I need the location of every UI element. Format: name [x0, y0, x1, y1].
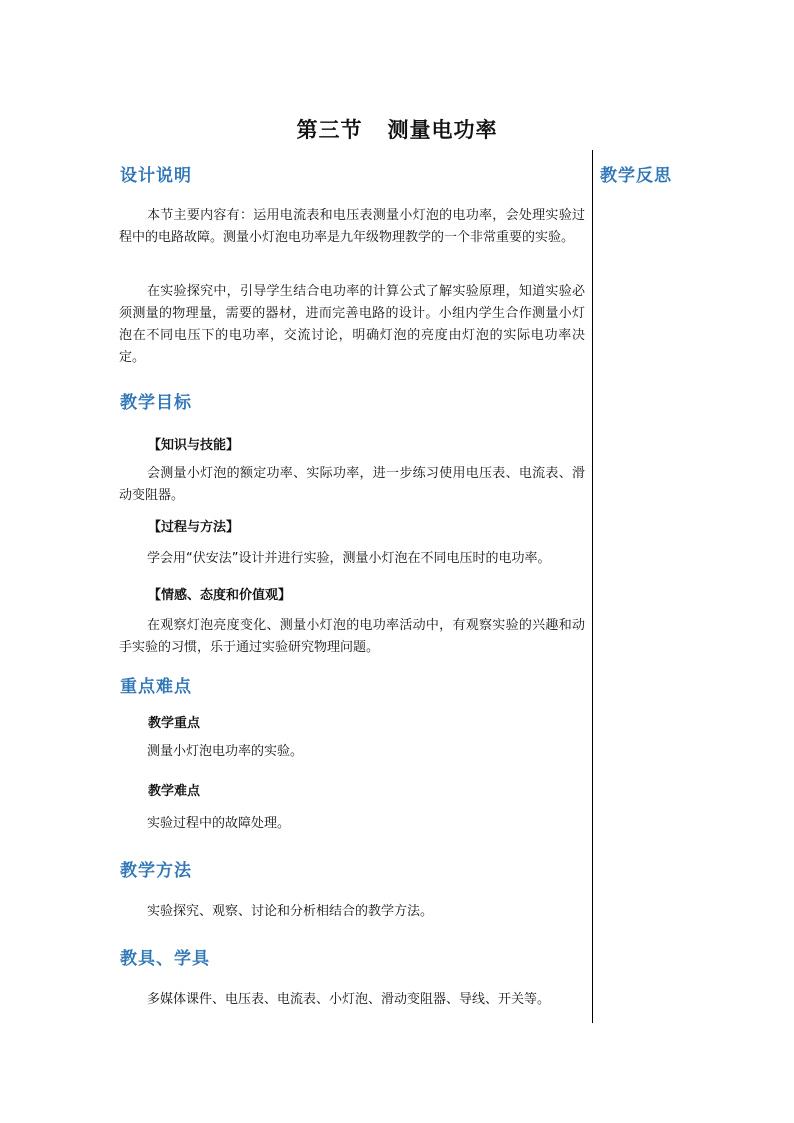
teaching-difficulty-text: 实验过程中的故障处理。 — [147, 816, 291, 831]
process-method-label: 【过程与方法】 — [148, 520, 240, 535]
teaching-method-heading: 教学方法 — [120, 861, 192, 881]
teaching-goals-heading: 教学目标 — [120, 393, 192, 413]
design-paragraph-2: 在实验探究中，引导学生结合电功率的计算公式了解实验原理，知道实验必须测量的物理量，需要的器材，进而完善电路的设计。小组内学生合作测量小灯泡在不同电压下的电功率，交流讨论，明确灯泡的亮度由灯泡的实际电功率决定。 — [119, 284, 585, 365]
teaching-difficulty-label: 教学难点 — [148, 784, 201, 799]
page-title: 第三节 测量电功率 — [296, 117, 498, 143]
teaching-tools-text: 多媒体课件、电压表、电流表、小灯泡、滑动变阻器、导线、开关等。 — [147, 992, 551, 1007]
design-notes-heading: 设计说明 — [120, 166, 192, 186]
column-divider — [592, 150, 593, 1023]
knowledge-skills-text: 会测量小灯泡的额定功率、实际功率，进一步练习使用电压表、电流表、滑动变阻器。 — [119, 466, 585, 503]
teaching-reflection-heading: 教学反思 — [600, 166, 672, 186]
design-paragraph-1: 本节主要内容有：运用电流表和电压表测量小灯泡的电功率，会处理实验过程中的电路故障。测量小灯泡电功率是九年级物理教学的一个非常重要的实验。 — [119, 208, 585, 245]
teaching-focus-text: 测量小灯泡电功率的实验。 — [147, 744, 304, 759]
teaching-method-text: 实验探究、观察、讨论和分析相结合的教学方法。 — [147, 904, 434, 919]
teaching-focus-label: 教学重点 — [148, 716, 201, 731]
key-difficult-heading: 重点难点 — [120, 677, 192, 697]
knowledge-skills-label: 【知识与技能】 — [148, 438, 240, 453]
emotion-values-text: 在观察灯泡亮度变化、测量小灯泡的电功率活动中，有观察实验的兴趣和动手实验的习惯，乐于通过实验研究物理问题。 — [119, 618, 585, 655]
teaching-tools-heading: 教具、学具 — [120, 949, 210, 969]
emotion-values-label: 【情感、态度和价值观】 — [148, 588, 292, 603]
process-method-text: 学会用“伏安法”设计并进行实验，测量小灯泡在不同电压时的电功率。 — [147, 551, 551, 566]
